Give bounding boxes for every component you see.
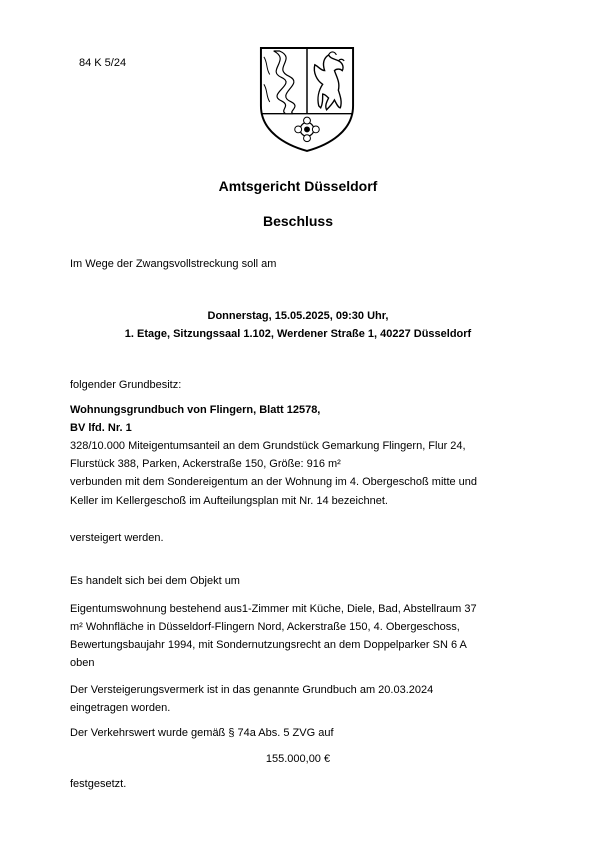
bv-number: BV lfd. Nr. 1 (70, 422, 132, 434)
register-title: Wohnungsgrundbuch von Flingern, Blatt 12578, (70, 404, 321, 416)
value-amount: 155.000,00 € (265, 753, 331, 765)
property-line: Keller im Kellergeschoß im Aufteilungsplan mit Nr. 14 bezeichnet. (70, 495, 388, 507)
property-line: verbunden mit dem Sondereigentum an der Wohnung im 4. Obergeschoß mitte und (70, 476, 478, 488)
object-line: Eigentumswohnung bestehend aus1-Zimmer mit Küche, Diele, Bad, Abstellraum 37 (70, 603, 477, 615)
object-line: m² Wohnfläche in Düsseldorf-Flingern Nord, Ackerstraße 150, 4. Obergeschoss, (70, 621, 460, 633)
hearing-location: 1. Etage, Sitzungssaal 1.102, Werdener Straße 1, 40227 Düsseldorf (124, 328, 472, 340)
document-type: Beschluss (262, 213, 334, 229)
value-intro: Der Verkehrswert wurde gemäß § 74a Abs. 5 ZVG auf (70, 727, 334, 739)
court-name: Amtsgericht Düsseldorf (218, 178, 378, 194)
object-line: Bewertungsbaujahr 1994, mit Sondernutzungsrecht an dem Doppelparker SN 6 A (70, 639, 467, 651)
registration-line: eingetragen worden. (70, 702, 171, 714)
intro-text: Im Wege der Zwangsvollstreckung soll am (70, 258, 277, 270)
property-intro: folgender Grundbesitz: (70, 379, 182, 391)
auction-phrase: versteigert werden. (70, 532, 164, 544)
property-line: Flurstück 388, Parken, Ackerstraße 150, Größe: 916 m² (70, 458, 341, 470)
object-line: oben (70, 657, 95, 669)
object-intro: Es handelt sich bei dem Objekt um (70, 575, 240, 587)
nrw-coat-of-arms-icon (258, 45, 356, 153)
value-outro: festgesetzt. (70, 778, 127, 790)
file-number: 84 K 5/24 (79, 57, 127, 69)
hearing-date: Donnerstag, 15.05.2025, 09:30 Uhr, (207, 310, 389, 322)
registration-line: Der Versteigerungsvermerk ist in das genannte Grundbuch am 20.03.2024 (70, 684, 434, 696)
property-line: 328/10.000 Miteigentumsanteil an dem Grundstück Gemarkung Flingern, Flur 24, (70, 440, 466, 452)
